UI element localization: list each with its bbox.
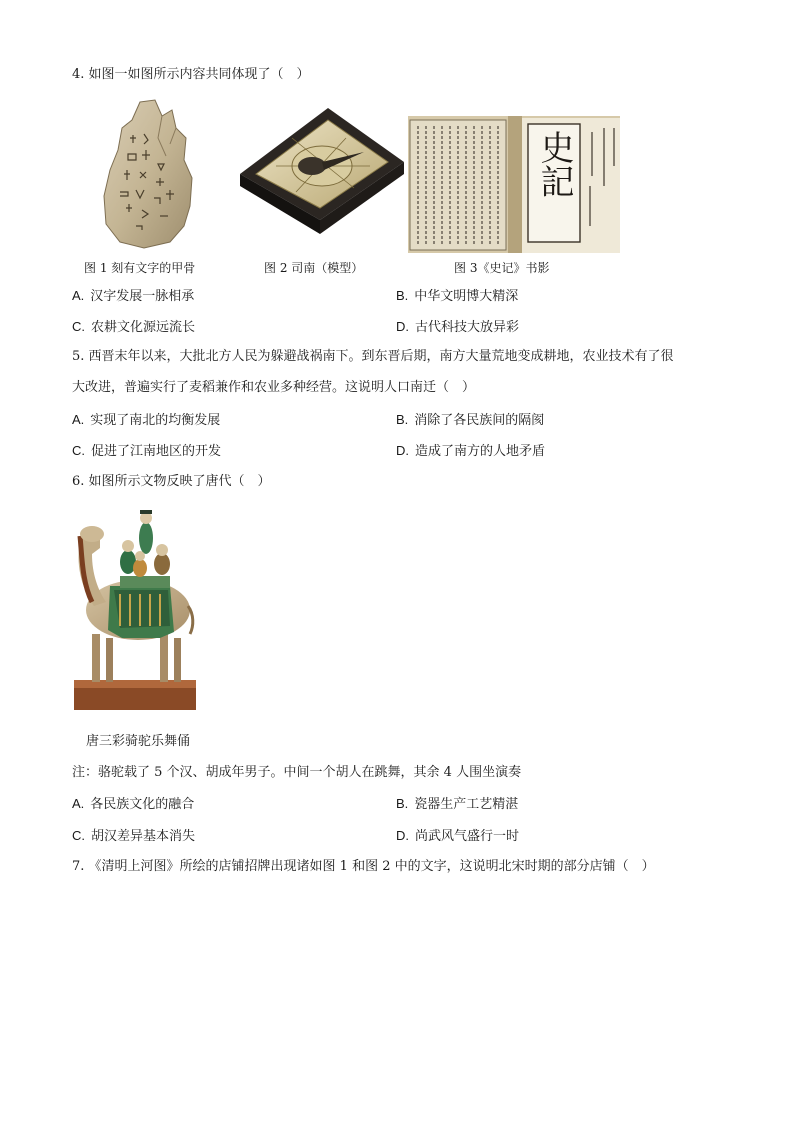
tang-sancai-camel-image	[70, 502, 200, 718]
q4-stem: 4. 如图一如图所示内容共同体现了（ ）	[72, 67, 310, 82]
q6-figure-caption: 唐三彩骑驼乐舞俑	[86, 734, 191, 749]
shiji-title-glyphs: 史記	[534, 130, 574, 198]
q5-option-b[interactable]: B. 消除了各民族间的隔阂	[396, 412, 545, 428]
q7-stem: 7. 《清明上河图》所绘的店铺招牌出现诸如图 1 和图 2 中的文字，这说明北宋时期的部分店铺（ ）	[72, 859, 655, 874]
q6-note: 注：骆驼载了 5 个汉、胡成年男子。中间一个胡人在跳舞，其余 4 人围坐演奏	[72, 765, 522, 780]
oracle-bone-image	[100, 98, 196, 250]
fig2-caption: 图 2 司南（模型）	[264, 261, 364, 275]
q4-option-a[interactable]: A. 汉字发展一脉相承	[72, 288, 195, 304]
q6-option-d[interactable]: D. 尚武风气盛行一时	[396, 828, 520, 844]
q4-option-d[interactable]: D. 古代科技大放异彩	[396, 319, 520, 335]
q5-stem-line1: 5. 西晋末年以来，大批北方人民为躲避战祸南下。到东晋后期，南方大量荒地变成耕地，农业技术有了很	[72, 349, 674, 364]
q5-option-d[interactable]: D. 造成了南方的人地矛盾	[396, 443, 546, 459]
q6-option-c[interactable]: C. 胡汉差异基本消失	[72, 828, 196, 844]
q6-option-b[interactable]: B. 瓷器生产工艺精湛	[396, 796, 519, 812]
q6-option-a[interactable]: A. 各民族文化的融合	[72, 796, 195, 812]
sinan-compass-image	[236, 104, 406, 252]
q5-stem-line2: 大改进，普遍实行了麦稻兼作和农业多种经营。这说明人口南迁（ ）	[72, 380, 476, 395]
q4-option-c[interactable]: C. 农耕文化源远流长	[72, 319, 196, 335]
fig3-caption: 图 3《史记》书影	[454, 261, 550, 275]
shiji-book-image	[408, 116, 620, 253]
q4-option-b[interactable]: B. 中华文明博大精深	[396, 288, 519, 304]
q5-option-c[interactable]: C. 促进了江南地区的开发	[72, 443, 222, 459]
q5-option-a[interactable]: A. 实现了南北的均衡发展	[72, 412, 221, 428]
q6-stem: 6. 如图所示文物反映了唐代（ ）	[72, 474, 271, 489]
fig1-caption: 图 1 刻有文字的甲骨	[84, 261, 196, 275]
